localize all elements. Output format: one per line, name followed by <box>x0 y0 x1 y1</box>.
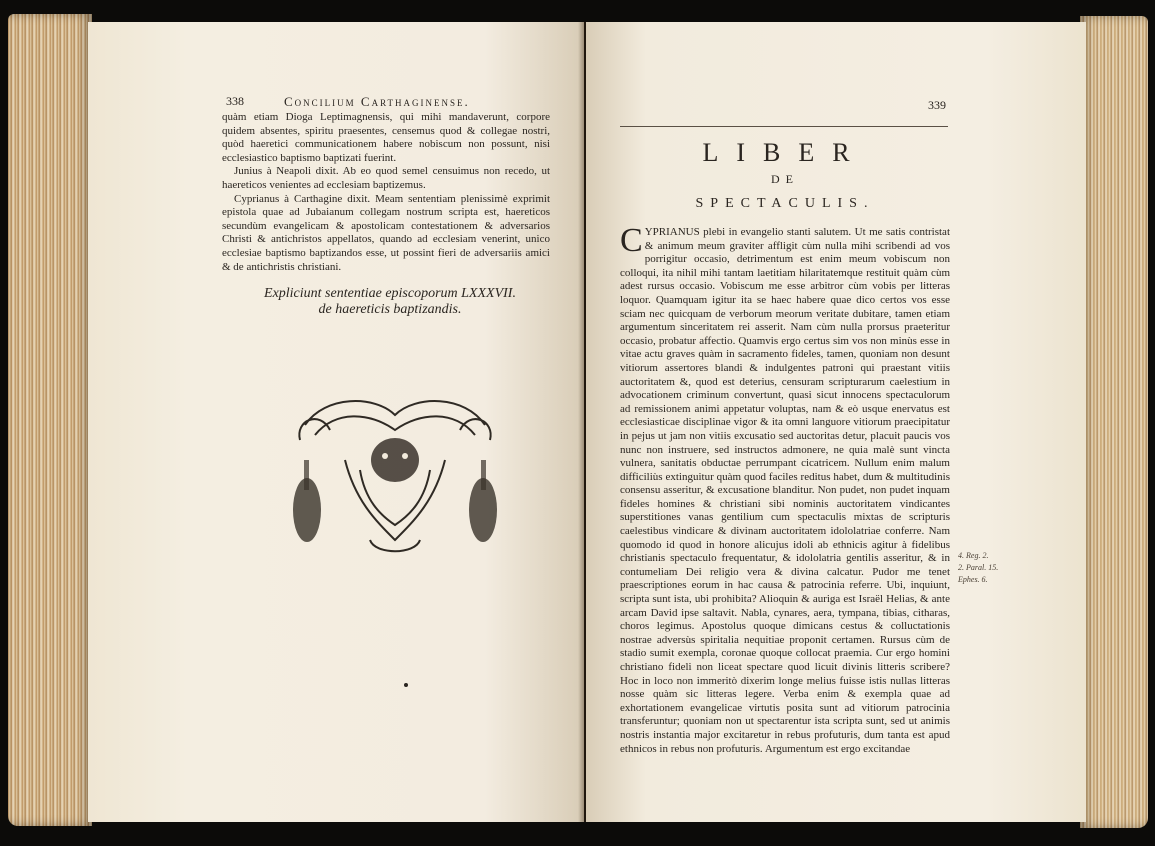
margin-note-3: Ephes. 6. <box>958 575 988 584</box>
margin-note-1: 4. Reg. 2. <box>958 551 989 560</box>
book-subtitle: SPECTACULIS. <box>695 196 875 211</box>
explicit-line-2: de haereticis baptizandis. <box>318 302 462 317</box>
explicit-line-1: Expliciunt sententiae episcoporum LXXXVII. <box>264 286 516 301</box>
title-de: DE <box>771 172 799 186</box>
left-paragraph-1: quàm etiam Dioga Leptimagnensis, qui mihi mandaverunt, corpore quidem absentes, spiritu praesentes, censemus quod & collegae nostri, quòd haeretici communicationem habere nobiscum non possunt, nisi ecclesiastico baptismo baptizati fuerint. <box>222 111 550 164</box>
book-title: LIBER <box>702 138 868 167</box>
margin-notes <box>958 550 1028 586</box>
margin-note-2: 2. Paral. 15. <box>958 563 999 572</box>
engraved-ornament <box>285 390 505 560</box>
header-rule <box>620 126 948 127</box>
explicit-colophon <box>230 286 550 318</box>
left-paragraph-3: Cyprianus à Carthagine dixit. Meam sententiam plenissimè exprimit epistola quae ad Jubaianum collegam nostrum scripta est, haereticos secundùm evangelicam & apostolicam contestationem & adversarios Christi & antichristos appellatos, quando ad ecclesiam venerint, unico ecclesiae baptismo baptizandos esse, ut possint fieri de adversariis amici & de antichristis christiani. <box>222 192 550 273</box>
left-page-number: 338 <box>226 94 244 108</box>
left-paragraph-2: Junius à Neapoli dixit. Ab eo quod semel censuimus non recedo, ut haereticos venientes ad ecclesiam baptizemus. <box>222 165 550 191</box>
left-running-title: Concilium Carthaginense. <box>284 94 470 109</box>
left-body-text <box>222 111 550 274</box>
left-page-edges <box>8 14 92 826</box>
right-page-edges <box>1080 16 1148 828</box>
right-page-number: 339 <box>928 98 946 112</box>
page-mark-dot <box>404 683 408 687</box>
right-body: YPRIANUS plebi in evangelio stanti salutem. Ut me satis contristat & animum meum graviter affligit cùm nulla mihi scribendi ad vos porrigitur occasio, detrimentum est enim meum vobiscum non colloqui, ita nihil mihi tantam laetitiam hilaritatemque restituit quàm cùm adest rursus occasio. Vobiscum me esse arbitror cùm vobis per litteras loquor. Quamquam igitur ita se haec habere quae dico certos vos esse sciam nec quicquam de verborum meorum veritate dubitare, tamen etiam argumentum sinceritatem rei asserit. Nam cùm nulla prorsus praeteritur occasio, probatur affectio. Quamvis ergo certus sim vos non minùs esse in vitae actu graves quàm in sacramento fideles, tamen, quoniam non desunt vitiorum assertores blandi & indulgentes patroni qui praestant vitiis auctoritatem &, quod est deterius, censuram scripturarum caelestium in advocationem criminum convertunt, quasi sicut innocens spectaculorum ad remissionem animi appetatur voluptas, nam & eò usque enervatus est ecclesiasticae disciplinae vigor & ita omni languore vitiorum praecipitatur in pejus ut jam non vitiis excusatio sed auctoritas detur, placuit paucis vos nunc non instruere, sed instructos admonere, ne quia malè sunt vincta vulnera, sanitatis obductae perrumpant cicatricem. Nullum enim malum difficiliùs extinguitur quàm quod faciles reditus habet, dum & multitudinis consensu asseritur, & excusatione blanditur. Non pudet, non pudet inquam fideles homines & christiani sibi nominis auctoritatem vindicantes superstitiones vanas gentilium cum spectaculis mixtas de scripturis caelestibus vindicare & divinam auctoritatem idololatriae conferre. Nam quomodo id quod in honore alicujus idoli ab ethnicis agitur à fidelibus christianis spectaculo frequentatur, & idololatria gentilis asseritur, & in contumeliam Dei religio vera & divina calcatur. Pudor me tenet praescriptiones eorum in hac causa & patrocinia referre. Ubi, inquiunt, scripta sunt ista, ubi prohibita? Alioquin & auriga est Israël Helias, & ante arcam David ipse saltavit. Nabla, cynares, aera, tympana, tibias, citharas, choros legimus. Apostolus quoque dimicans cestus & colluctationis nostrae adversùs spiritalia nequitiae proponit certamen. Rursus cùm de stadio sumit exempla, coronae quoque collocat praemia. Cur ergo homini christiano fideli non liceat spectare quod licuit divinis litteris scribere? Hoc in loco non immeritò dixerim longe melius fuisse istis nullas litteras nosse quàm sic litteras legere. Verba enim & exempla quae ad exhortationem evangelicae virtutis posita sunt ad vitiorum patrocinia transferuntur; quoniam non ut spectarentur ista scripta sunt, sed ut animis nostris instantia major excitaretur in rebus profuturis, dum tanta est apud ethnicos in rebus non profuturis. Argumentum est ergo excitandae <box>620 226 950 755</box>
right-body-text <box>620 222 950 756</box>
drop-cap: C <box>620 222 643 259</box>
right-paragraph <box>620 222 950 756</box>
